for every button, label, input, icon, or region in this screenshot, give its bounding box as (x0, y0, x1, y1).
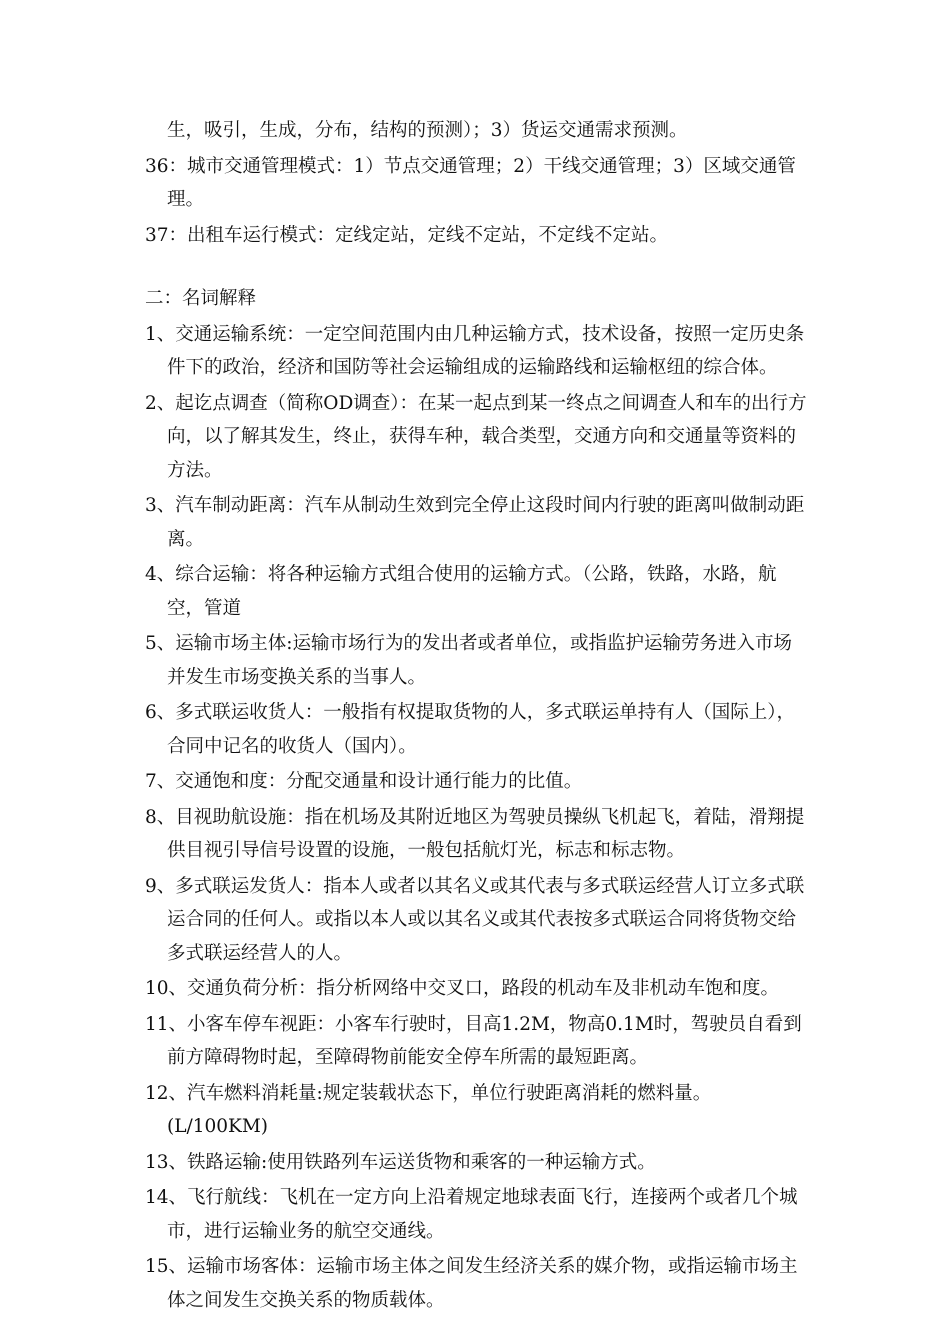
definition-item: 14、飞行航线：飞机在一定方向上沿着规定地球表面飞行，连接两个或者几个城市，进行运输业务的航空交通线。 (145, 1187, 798, 1242)
definition-item: 7、交通饱和度：分配交通量和设计通行能力的比值。 (145, 771, 583, 792)
definition-item: 3、汽车制动距离：汽车从制动生效到完全停止这段时间内行驶的距离叫做制动距离。 (145, 495, 805, 550)
definition-item: 5、运输市场主体:运输市场行为的发出者或者单位，或指监护运输劳务进入市场并发生市场变换关系的当事人。 (145, 633, 793, 688)
definition-item: 2、起讫点调查（简称OD调查）：在某一起点到某一终点之间调查人和车的出行方向，以了解其发生，终止，获得车种，载合类型，交通方向和交通量等资料的方法。 (145, 392, 807, 481)
definition-item: 6、多式联运收货人：一般指有权提取货物的人，多式联运单持有人（国际上），合同中记名的收货人（国内）。 (145, 702, 796, 757)
definition-item: 1、交通运输系统：一定空间范围内由几种运输方式，技术设备，按照一定历史条件下的政治，经济和国防等社会运输组成的运输路线和运输枢纽的综合体。 (145, 323, 805, 378)
definition-item: 8、目视助航设施：指在机场及其附近地区为驾驶员操纵飞机起飞，着陆，滑翔提供目视引导信号设置的设施，一般包括航灯光，标志和标志物。 (145, 806, 805, 861)
section-title: 二：名词解释 (145, 288, 257, 309)
list-item: 36：城市交通管理模式：1）节点交通管理；2）干线交通管理；3）区域交通管理。 (145, 155, 796, 210)
definition-item: 12、汽车燃料消耗量:规定装载状态下，单位行驶距离消耗的燃料量。(L/100KM) (145, 1082, 712, 1137)
definition-item: 9、多式联运发货人：指本人或者以其名义或其代表与多式联运经营人订立多式联运合同的任何人。或指以本人或以其名义或其代表按多式联运合同将货物交给多式联运经营人的人。 (145, 875, 805, 964)
list-item: 37：出租车运行模式：定线定站，定线不定站，不定线不定站。 (145, 224, 669, 246)
definition-item: 10、交通负荷分析：指分析网络中交叉口，路段的机动车及非机动车饱和度。 (145, 978, 780, 999)
continued-paragraph: 生，吸引，生成，分布，结构的预测）；3）货运交通需求预测。 (167, 120, 688, 141)
definition-item: 13、铁路运输:使用铁路列车运送货物和乘客的一种运输方式。 (145, 1151, 656, 1173)
definition-item: 11、小客车停车视距：小客车行驶时，目高1.2M，物高0.1M时，驾驶员自看到前方障碍物时起，至障碍物前能安全停车所需的最短距离。 (145, 1013, 802, 1068)
definition-item: 15、运输市场客体：运输市场主体之间发生经济关系的媒介物，或指运输市场主体之间发生交换关系的物质载体。 (145, 1256, 798, 1311)
document-body (145, 114, 810, 1319)
definition-item: 4、综合运输：将各种运输方式组合使用的运输方式。（公路，铁路，水路，航空，管道 (145, 564, 777, 619)
section-spacer (145, 254, 810, 282)
